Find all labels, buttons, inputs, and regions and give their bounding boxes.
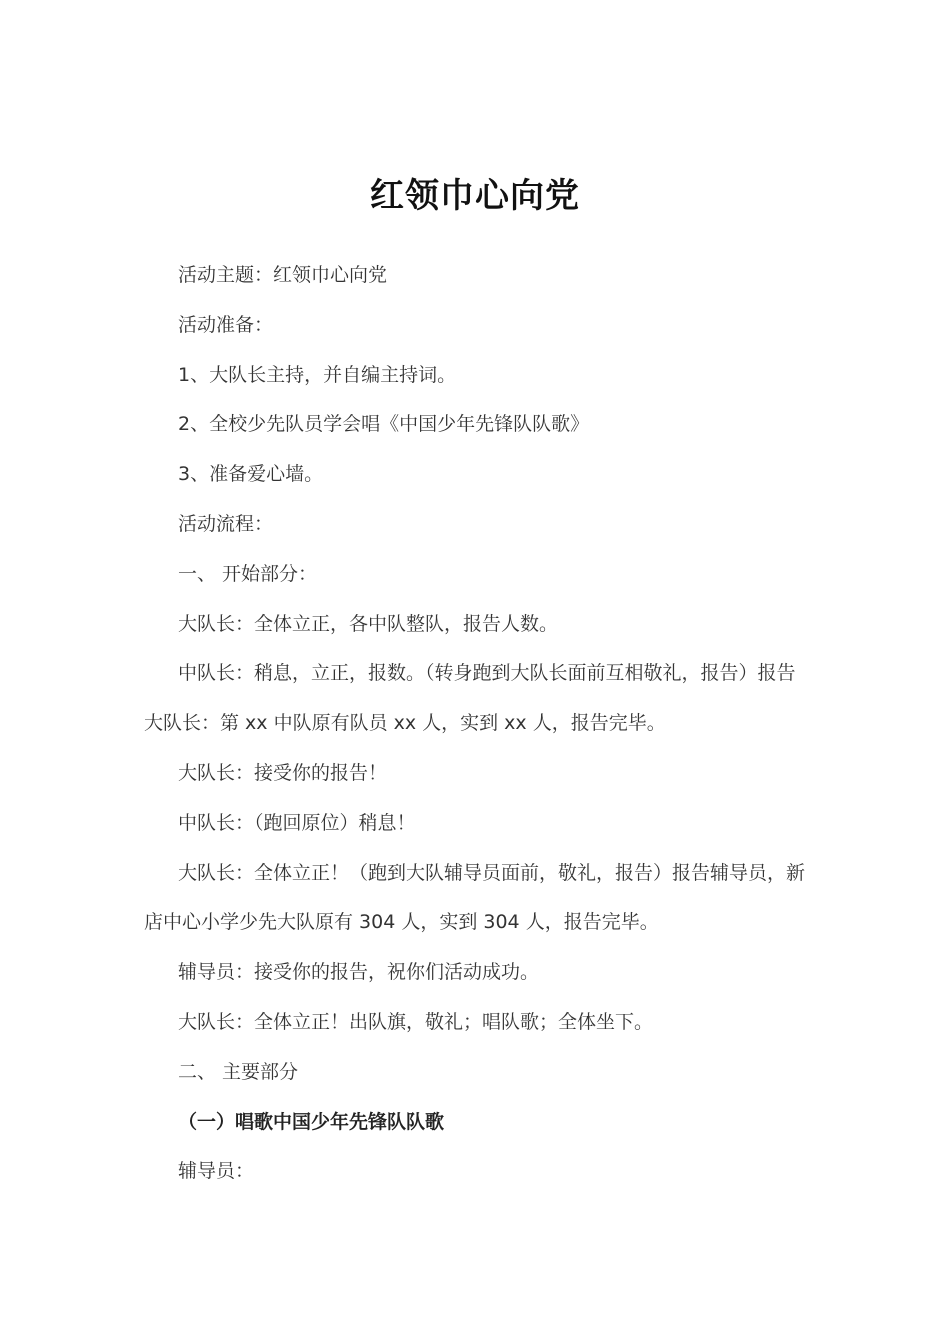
paragraph: 大队长：全体立正！出队旗，敬礼；唱队歌；全体坐下。 [178,1010,654,1033]
paragraph: 辅导员：接受你的报告，祝你们活动成功。 [178,961,540,984]
document-title: 红领巾心向党 [370,175,580,216]
paragraph: 活动主题：红领巾心向党 [178,264,388,286]
document-body [144,251,808,1197]
paragraph: 大队长：全体立正！（跑到大队辅导员面前，敬礼，报告）报告辅导员，新店中心小学少先大队原有 304 人，实到 304 人，报告完毕。 [144,861,806,934]
paragraph: 3、准备爱心墙。 [178,463,324,486]
paragraph: 中队长：稍息，立正，报数。（转身跑到大队长面前互相敬礼，报告）报告大队长：第 xx 中队原有队员 xx 人，实到 xx 人，报告完毕。 [144,662,796,735]
paragraph: 一、 开始部分： [178,562,318,585]
paragraph: 活动准备： [178,313,274,336]
paragraph: 大队长：全体立正，各中队整队，报告人数。 [178,612,559,635]
paragraph: 辅导员： [178,1160,255,1183]
paragraph: 中队长：（跑回原位）稍息！ [178,811,416,834]
paragraph: 大队长：接受你的报告！ [178,761,388,784]
paragraph: 二、 主要部分 [178,1060,299,1083]
paragraph: （一）唱歌中国少年先锋队队歌 [178,1110,445,1133]
paragraph: 2、全校少先队员学会唱《中国少年先锋队队歌》 [178,413,590,436]
paragraph: 活动流程： [178,512,274,535]
paragraph: 1、大队长主持，并自编主持词。 [178,363,457,386]
